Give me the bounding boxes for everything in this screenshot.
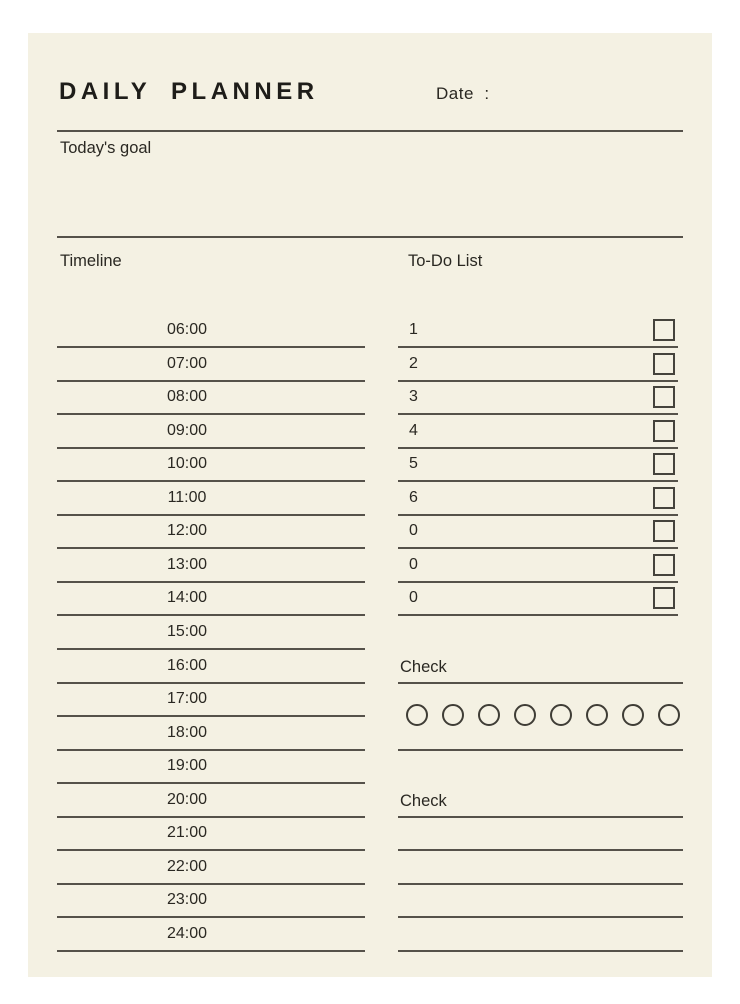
timeline-row [57,616,365,650]
check-notes-header: Check [400,792,447,810]
todo-number: 4 [409,421,418,439]
todo-checkbox[interactable] [653,319,675,341]
todo-row [398,549,678,583]
header-divider [57,130,683,132]
timeline-header: Timeline [60,252,122,270]
timeline-row [57,382,365,416]
timeline-row [57,684,365,718]
timeline-row [57,851,365,885]
time-label: 15:00 [166,622,208,640]
time-label: 10:00 [166,455,208,473]
time-label: 13:00 [166,555,208,573]
goal-writing-area [57,163,683,233]
planner-page [28,33,712,977]
todo-row [398,516,678,550]
time-label: 12:00 [166,522,208,540]
todo-checkbox[interactable] [653,453,675,475]
timeline-row [57,449,365,483]
date-label: Date : [436,84,490,103]
time-label: 23:00 [166,891,208,909]
todo-row [398,583,678,617]
timeline-row [57,918,365,952]
todo-number: 0 [409,522,418,540]
time-label: 21:00 [166,824,208,842]
timeline-row [57,516,365,550]
check-circle[interactable] [406,704,428,726]
todo-row [398,449,678,483]
time-label: 14:00 [166,589,208,607]
timeline-list [57,315,365,952]
time-label: 07:00 [166,354,208,372]
time-label: 20:00 [166,790,208,808]
timeline-row [57,751,365,785]
todo-checkbox[interactable] [653,520,675,542]
todo-list [398,315,678,617]
time-label: 11:00 [167,488,207,506]
time-label: 19:00 [166,757,208,775]
goal-divider [57,236,683,238]
todo-checkbox[interactable] [653,554,675,576]
check-circles-underline [398,749,683,751]
time-label: 17:00 [166,690,208,708]
check-circles-row [406,704,680,726]
todo-checkbox[interactable] [653,420,675,442]
page-title: DAILY PLANNER [59,78,319,105]
check-circles-header-line [398,682,683,684]
todo-row [398,382,678,416]
ruled-line [398,885,683,919]
todo-checkbox[interactable] [653,487,675,509]
goal-label: Today's goal [60,139,152,157]
ruled-line [398,851,683,885]
timeline-row [57,650,365,684]
todo-checkbox[interactable] [653,386,675,408]
timeline-row [57,818,365,852]
todo-row [398,482,678,516]
check-circle[interactable] [514,704,536,726]
check-circle[interactable] [478,704,500,726]
check-circle[interactable] [550,704,572,726]
todo-row [398,415,678,449]
todo-row [398,315,678,349]
timeline-row [57,784,365,818]
todo-number: 3 [409,388,418,406]
todo-number: 0 [409,555,418,573]
todo-number: 0 [409,589,418,607]
time-label: 16:00 [166,656,208,674]
todo-checkbox[interactable] [653,353,675,375]
todo-number: 6 [409,488,418,506]
timeline-row [57,315,365,349]
timeline-row [57,348,365,382]
timeline-row [57,482,365,516]
ruled-line [398,918,683,952]
check-circle[interactable] [622,704,644,726]
time-label: 18:00 [166,723,208,741]
todo-number: 1 [409,321,418,339]
timeline-row [57,885,365,919]
timeline-row [57,717,365,751]
todo-row [398,348,678,382]
check-notes-lines [398,818,683,952]
time-label: 24:00 [166,924,208,942]
timeline-row [57,415,365,449]
time-label: 06:00 [166,321,208,339]
check-circle[interactable] [586,704,608,726]
check-circles-header: Check [400,658,447,676]
todo-number: 2 [409,354,418,372]
todo-checkbox[interactable] [653,587,675,609]
time-label: 09:00 [166,421,208,439]
todo-number: 5 [409,455,418,473]
check-circle[interactable] [442,704,464,726]
check-circle[interactable] [658,704,680,726]
timeline-row [57,549,365,583]
timeline-row [57,583,365,617]
time-label: 08:00 [166,388,208,406]
time-label: 22:00 [166,857,208,875]
todo-header: To-Do List [408,252,483,270]
ruled-line [398,818,683,852]
